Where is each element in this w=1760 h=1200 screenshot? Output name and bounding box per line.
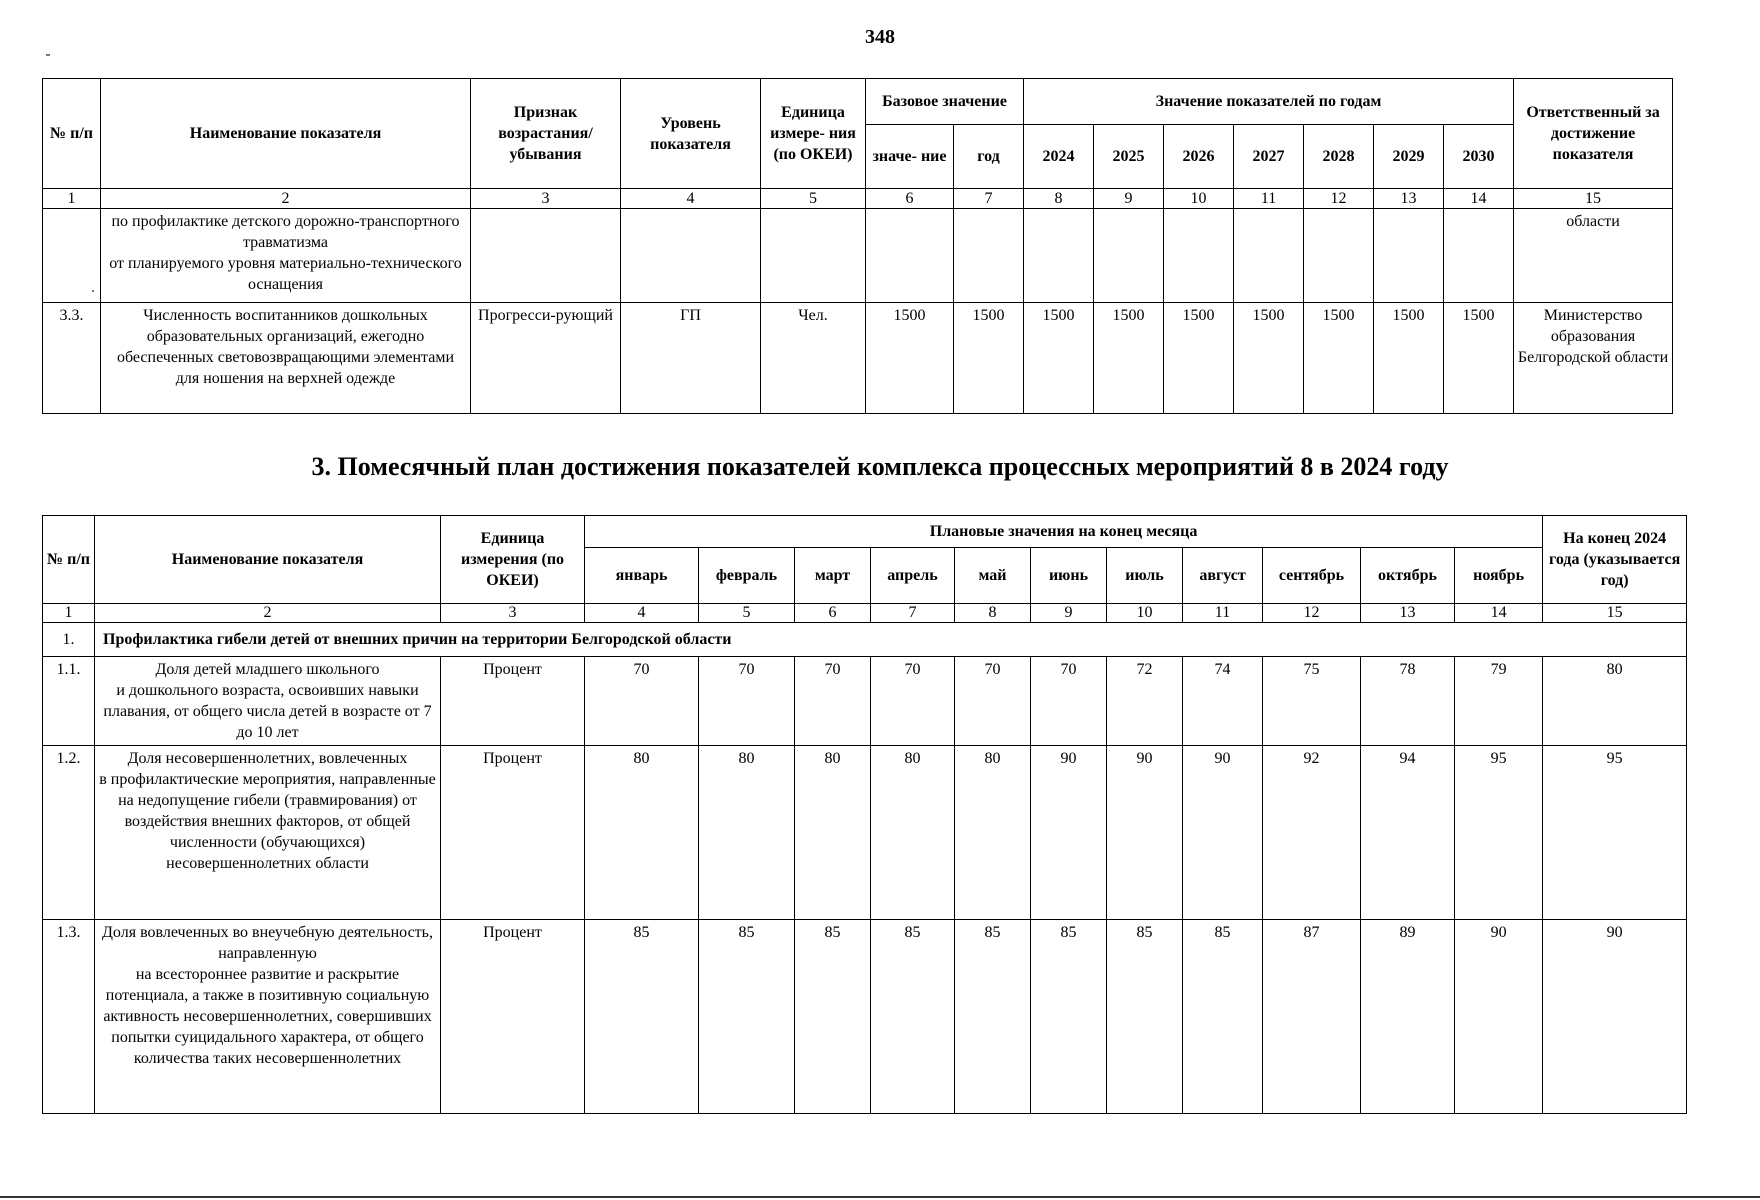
- column-index: 14: [1455, 604, 1543, 623]
- column-index: 4: [621, 189, 761, 209]
- page-bottom-rule: [0, 1196, 1760, 1198]
- table-row: [43, 746, 1687, 920]
- responsible: области: [1514, 209, 1673, 303]
- responsible: Министерство образования Белгородской области: [1514, 303, 1673, 414]
- table-row: [43, 657, 1687, 746]
- header-year: 2024: [1024, 125, 1094, 189]
- table-row: [43, 920, 1687, 1114]
- month-value: 85: [1031, 920, 1107, 1114]
- section-num: 1.: [43, 623, 95, 657]
- indicators-by-year-table: [42, 78, 1673, 414]
- header-responsible: Ответственный за достижение показателя: [1514, 79, 1673, 189]
- unit: Процент: [441, 746, 585, 920]
- column-index: 12: [1263, 604, 1361, 623]
- month-value: 90: [1107, 746, 1183, 920]
- header-num: № п/п: [43, 79, 101, 189]
- header-month: март: [795, 548, 871, 604]
- row-num: 1.1.: [43, 657, 95, 746]
- column-index: 12: [1304, 189, 1374, 209]
- page-number: 348: [865, 26, 895, 48]
- header-year: 2030: [1444, 125, 1514, 189]
- monthly-plan-table: [42, 515, 1687, 1114]
- column-index: 5: [761, 189, 866, 209]
- header-month: апрель: [871, 548, 955, 604]
- level: ГП: [621, 303, 761, 414]
- column-index: 10: [1107, 604, 1183, 623]
- month-value: 95: [1455, 746, 1543, 920]
- header-month: август: [1183, 548, 1263, 604]
- month-value: 85: [699, 920, 795, 1114]
- month-value: 89: [1361, 920, 1455, 1114]
- header-indicator-name: Наименование показателя: [101, 79, 471, 189]
- header-month: май: [955, 548, 1031, 604]
- month-value: 80: [871, 746, 955, 920]
- header-year: 2029: [1374, 125, 1444, 189]
- section-title: 3. Помесячный план достижения показателей комплекса процессных мероприятий 8 в 2024 году: [311, 452, 1449, 481]
- year-value: [1374, 209, 1444, 303]
- level: [621, 209, 761, 303]
- column-index: 10: [1164, 189, 1234, 209]
- unit: Процент: [441, 920, 585, 1114]
- column-index: 11: [1234, 189, 1304, 209]
- row-num: 3.3.: [43, 303, 101, 414]
- month-value: 70: [871, 657, 955, 746]
- year-value: [1234, 209, 1304, 303]
- year-value: 1500: [1234, 303, 1304, 414]
- header-base: Базовое значение: [866, 79, 1024, 125]
- column-index: 7: [954, 189, 1024, 209]
- month-value: 85: [585, 920, 699, 1114]
- month-value: 70: [1031, 657, 1107, 746]
- indicator-name: Доля детей младшего школьного и дошкольного возраста, освоивших навыки плавания, от общего числа детей в возрасте от 7 до 10 лет: [95, 657, 441, 746]
- header-level: Уровень показателя: [621, 79, 761, 189]
- month-value: 90: [1183, 746, 1263, 920]
- column-index: 2: [101, 189, 471, 209]
- month-value: 85: [1107, 920, 1183, 1114]
- header-month: январь: [585, 548, 699, 604]
- year-value: 1500: [1304, 303, 1374, 414]
- column-index: 3: [441, 604, 585, 623]
- column-index: 6: [866, 189, 954, 209]
- header-trend: Признак возрастания/ убывания: [471, 79, 621, 189]
- column-index: 15: [1543, 604, 1687, 623]
- indicator-name: по профилактике детского дорожно-транспортного травматизма от планируемого уровня материально-технического оснащения: [101, 209, 471, 303]
- header-year: 2028: [1304, 125, 1374, 189]
- unit: Процент: [441, 657, 585, 746]
- indicator-name: Доля несовершеннолетних, вовлеченных в профилактические мероприятия, направленные на недопущение гибели (травмирования) от воздействия внешних факторов, от общей численности (обучающихся) несовершеннолетних области: [95, 746, 441, 920]
- header-month: февраль: [699, 548, 795, 604]
- column-index: 8: [1024, 189, 1094, 209]
- month-value: 75: [1263, 657, 1361, 746]
- column-index: 8: [955, 604, 1031, 623]
- header-num: № п/п: [43, 516, 95, 604]
- year-value: 1500: [1444, 303, 1514, 414]
- month-value: 85: [795, 920, 871, 1114]
- header-year: 2025: [1094, 125, 1164, 189]
- month-value: 80: [955, 746, 1031, 920]
- header-month: ноябрь: [1455, 548, 1543, 604]
- year-value: [1304, 209, 1374, 303]
- month-value: 74: [1183, 657, 1263, 746]
- column-index: 5: [699, 604, 795, 623]
- column-index: 6: [795, 604, 871, 623]
- year-end-value: 90: [1543, 920, 1687, 1114]
- header-unit: Единица измере- ния (по ОКЕИ): [761, 79, 866, 189]
- indicator-name: Численность воспитанников дошкольных образовательных организаций, ежегодно обеспеченных световозвращающими элементами для ношения на верхней одежде: [101, 303, 471, 414]
- year-value: 1500: [1094, 303, 1164, 414]
- table-row: [43, 209, 1673, 303]
- header-years-group: Значение показателей по годам: [1024, 79, 1514, 125]
- column-index: 11: [1183, 604, 1263, 623]
- unit: Чел.: [761, 303, 866, 414]
- year-value: [1164, 209, 1234, 303]
- month-value: 87: [1263, 920, 1361, 1114]
- column-index-row: [43, 604, 1687, 623]
- month-value: 70: [699, 657, 795, 746]
- month-value: 70: [955, 657, 1031, 746]
- month-value: 90: [1031, 746, 1107, 920]
- month-value: 85: [955, 920, 1031, 1114]
- month-value: 79: [1455, 657, 1543, 746]
- column-index: 1: [43, 189, 101, 209]
- column-index: 15: [1514, 189, 1673, 209]
- month-value: 80: [795, 746, 871, 920]
- month-value: 85: [1183, 920, 1263, 1114]
- month-value: 70: [585, 657, 699, 746]
- month-value: 80: [699, 746, 795, 920]
- column-index: 4: [585, 604, 699, 623]
- year-value: 1500: [1024, 303, 1094, 414]
- header-month: июнь: [1031, 548, 1107, 604]
- header-base-value: значе- ние: [866, 125, 954, 189]
- row-num: 1.3.: [43, 920, 95, 1114]
- year-value: [1444, 209, 1514, 303]
- month-value: 90: [1455, 920, 1543, 1114]
- header-month: октябрь: [1361, 548, 1455, 604]
- scan-mark: [46, 54, 50, 56]
- column-index: 2: [95, 604, 441, 623]
- header-indicator-name: Наименование показателя: [95, 516, 441, 604]
- scan-mark: [92, 290, 94, 292]
- year-value: [1024, 209, 1094, 303]
- header-base-year: год: [954, 125, 1024, 189]
- column-index: 13: [1361, 604, 1455, 623]
- header-month: сентябрь: [1263, 548, 1361, 604]
- base-value: 1500: [866, 303, 954, 414]
- indicator-name: Доля вовлеченных во внеучебную деятельность, направленную на всестороннее развитие и раскрытие потенциала, а также в позитивную социальную активность несовершеннолетних, совершивших попытки суицидального характера, от общего количества таких несовершеннолетних: [95, 920, 441, 1114]
- month-value: 94: [1361, 746, 1455, 920]
- year-value: 1500: [1164, 303, 1234, 414]
- header-month: июль: [1107, 548, 1183, 604]
- month-value: 78: [1361, 657, 1455, 746]
- base-year: [954, 209, 1024, 303]
- month-value: 72: [1107, 657, 1183, 746]
- column-index: 1: [43, 604, 95, 623]
- row-num: [43, 209, 101, 303]
- month-value: 85: [871, 920, 955, 1114]
- year-end-value: 80: [1543, 657, 1687, 746]
- base-value: [866, 209, 954, 303]
- month-value: 92: [1263, 746, 1361, 920]
- base-year: 1500: [954, 303, 1024, 414]
- column-index: 13: [1374, 189, 1444, 209]
- column-index: 3: [471, 189, 621, 209]
- column-index: 9: [1094, 189, 1164, 209]
- row-num: 1.2.: [43, 746, 95, 920]
- header-year: 2026: [1164, 125, 1234, 189]
- month-value: 80: [585, 746, 699, 920]
- section-row: [43, 623, 1687, 657]
- table-row: [43, 303, 1673, 414]
- unit: [761, 209, 866, 303]
- column-index: 9: [1031, 604, 1107, 623]
- year-value: [1094, 209, 1164, 303]
- header-unit: Единица измерения (по ОКЕИ): [441, 516, 585, 604]
- header-plan-group: Плановые значения на конец месяца: [585, 516, 1543, 548]
- column-index: 7: [871, 604, 955, 623]
- year-end-value: 95: [1543, 746, 1687, 920]
- trend: Прогресси-рующий: [471, 303, 621, 414]
- column-index-row: [43, 189, 1673, 209]
- trend: [471, 209, 621, 303]
- month-value: 70: [795, 657, 871, 746]
- year-value: 1500: [1374, 303, 1444, 414]
- header-year: 2027: [1234, 125, 1304, 189]
- section-row-title: Профилактика гибели детей от внешних причин на территории Белгородской области: [95, 623, 1687, 657]
- header-year-end: На конец 2024 года (указывается год): [1543, 516, 1687, 604]
- column-index: 14: [1444, 189, 1514, 209]
